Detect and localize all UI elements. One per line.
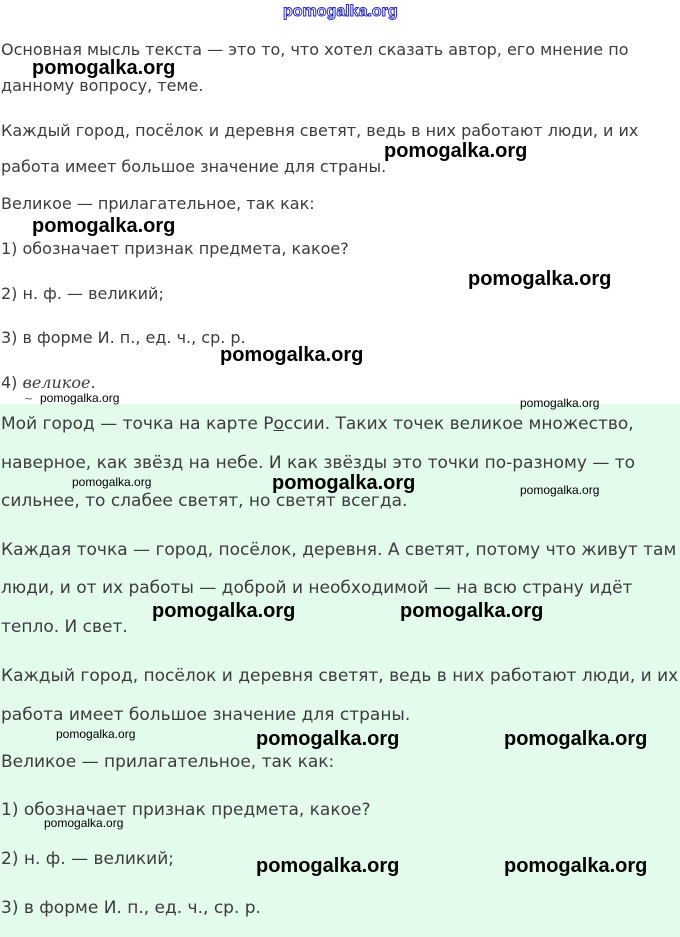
essay-parsing-item-1: 1) обозначает признак предмета, какое? [1,800,371,820]
watermark: pomogalka.org [256,855,400,877]
essay-line-5: люди, и от их работы — доброй и необходимой — на всю страну идёт [1,578,633,598]
watermark: pomogalka.org [504,855,648,877]
essay-parsing-item-3: 3) в форме И. п., ед. ч., ср. р. [1,898,261,918]
parsing-item-4-word: великое [22,373,91,392]
watermark: pomogalka.org [220,344,364,366]
watermark-small: pomogalka.org [40,391,120,405]
watermark: pomogalka.org [384,140,528,162]
watermark-small: pomogalka.org [44,816,124,830]
essay-line-1-part-2: — точка на карте Р [94,414,274,434]
essay-line-3: сильнее, то слабее светят, но светят всегда. [1,491,408,511]
watermark-small: pomogalka.org [72,475,152,489]
watermark: pomogalka.org [468,268,612,290]
parsing-item-1: 1) обозначает признак предмета, какое? [1,239,349,258]
essay-line-6: тепло. И свет. [1,617,128,637]
parsing-item-3: 3) в форме И. п., ед. ч., ср. р. [1,328,246,347]
squiggle-mark: ~ [24,392,34,405]
main-idea-line-1: Основная мысль текста — это то, что хотел сказать автор, его мнение по [1,40,629,59]
watermark: pomogalka.org [256,728,400,750]
essay-parsing-heading: Великое — прилагательное, так как: [1,752,335,772]
essay-line-4: Каждая точка — город, посёлок, деревня. А светят, потому что живут там [1,540,677,560]
essay-line-1-underlined-1: д [83,414,95,434]
parsing-heading: Великое — прилагательное, так как: [1,194,315,213]
essay-parsing-item-2: 2) н. ф. — великий; [1,849,175,869]
parsing-item-4 [1,373,96,393]
watermark: pomogalka.org [272,472,416,494]
essay-line-1-part-1: Мой горо [1,414,84,434]
parsing-item-2: 2) н. ф. — великий; [1,284,164,303]
watermark: pomogalka.org [400,600,544,622]
watermark: pomogalka.org [32,57,176,79]
header-watermark: pomogalka.org [283,3,398,20]
essay-line-7: Каждый город, посёлок и деревня светят, ведь в них работают люди, и их [1,666,679,686]
text-line-2: работа имеет большое значение для страны. [1,157,387,176]
watermark-small: pomogalka.org [56,727,136,741]
watermark-small: pomogalka.org [520,483,600,497]
watermark: pomogalka.org [152,600,296,622]
text-line-1: Каждый город, посёлок и деревня светят, ведь в них работают люди, и их [1,121,639,140]
watermark-small: pomogalka.org [520,396,600,410]
essay-line-1-part-3: ссии. Таких точек великое множество, [283,414,634,434]
watermark: pomogalka.org [32,215,176,237]
parsing-item-4-suffix: . [90,373,96,392]
essay-line-8: работа имеет большое значение для страны. [1,705,411,725]
parsing-item-4-prefix: 4) [1,373,23,392]
essay-line-2: наверное, как звёзд на небе. И как звёзды это точки по-разному — то [1,453,636,473]
main-idea-line-2: данному вопросу, теме. [1,76,204,95]
essay-line-1 [1,414,634,434]
essay-line-1-underlined-2: о [273,414,284,434]
watermark: pomogalka.org [504,728,648,750]
